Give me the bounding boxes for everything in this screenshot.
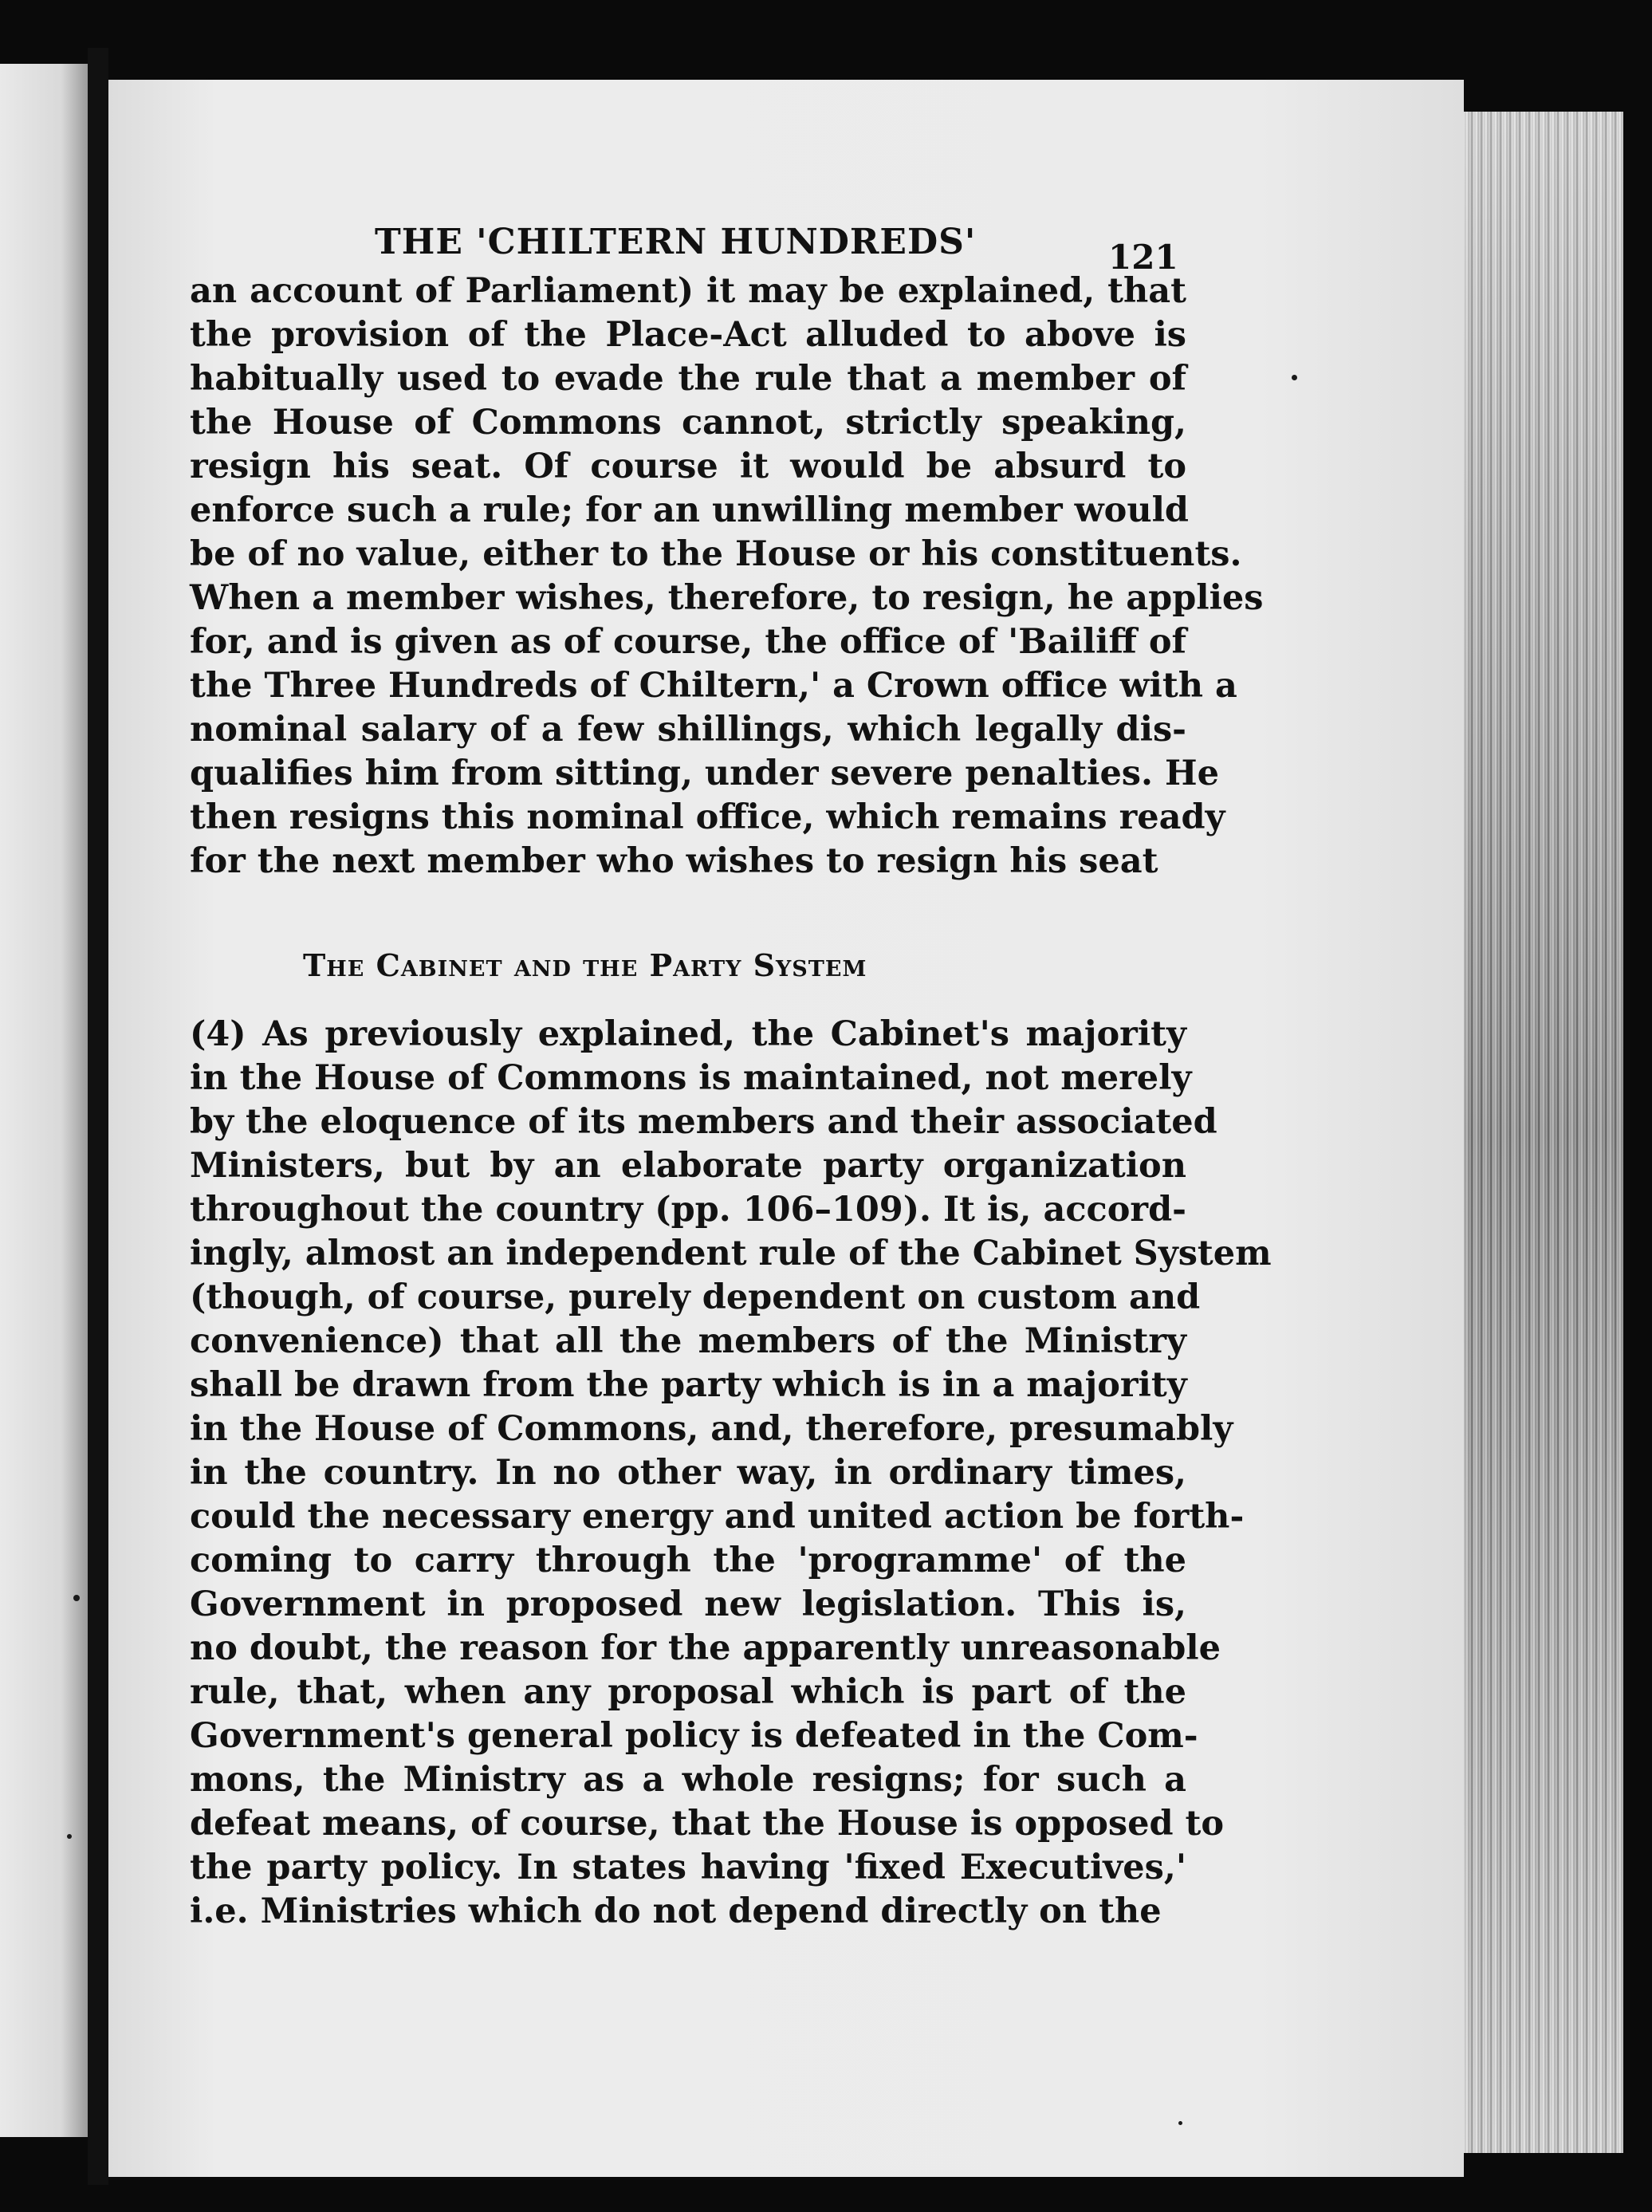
text-line: qualifies him from sitting, under severe penalties. He	[190, 754, 1219, 793]
text-line: When a member wishes, therefore, to resign, he applies	[190, 578, 1264, 618]
text-line: ingly, almost an independent rule of the Cabinet System	[190, 1234, 1272, 1273]
text-line: the party policy. In states having 'fixed Executives,'	[190, 1848, 1186, 1887]
text-line: the House of Commons cannot, strictly speaking,	[190, 403, 1186, 443]
text-line: (though, of course, purely dependent on custom and	[190, 1277, 1201, 1317]
scan-speck	[73, 1595, 80, 1601]
scan-speck	[67, 1834, 72, 1839]
scan-speck	[1178, 2121, 1182, 2125]
text-line: the provision of the Place-Act alluded to above is	[190, 315, 1186, 355]
text-line: in the House of Commons is maintained, not merely	[190, 1058, 1192, 1098]
text-line: Government in proposed new legislation. This is,	[190, 1584, 1186, 1624]
text-line: no doubt, the reason for the apparently unreasonable	[190, 1628, 1221, 1668]
text-line: then resigns this nominal office, which remains ready	[190, 797, 1225, 837]
text-line: convenience) that all the members of the Ministry	[190, 1321, 1186, 1361]
text-line: defeat means, of course, that the House is opposed to	[190, 1804, 1225, 1844]
paragraph-chiltern-hundreds	[190, 270, 1264, 884]
text-line: Government's general policy is defeated in the Com-	[190, 1716, 1198, 1756]
text-line: enforce such a rule; for an unwilling member would	[190, 490, 1189, 530]
text-line: in the House of Commons, and, therefore, presumably	[190, 1409, 1233, 1449]
text-line: throughout the country (pp. 106–109). It is, accord-	[190, 1190, 1186, 1230]
running-head: THE 'CHILTERN HUNDREDS'	[375, 222, 977, 262]
text-line: i.e. Ministries which do not depend directly on the	[190, 1891, 1162, 1931]
page-number: 121	[1108, 238, 1178, 277]
text-line: habitually used to evade the rule that a member of	[190, 359, 1186, 399]
section-heading: The Cabinet and the Party System	[303, 947, 867, 983]
text-line: for, and is given as of course, the office of 'Bailiff of	[190, 622, 1186, 662]
text-line: nominal salary of a few shillings, which legally dis-	[190, 710, 1186, 750]
paragraph-cabinet-party-system	[190, 1013, 1272, 1934]
text-line: the Three Hundreds of Chiltern,' a Crown office with a	[190, 666, 1237, 706]
book-gutter	[88, 48, 108, 2185]
text-line: shall be drawn from the party which is in a majority	[190, 1365, 1187, 1405]
text-line: coming to carry through the 'programme' of the	[190, 1541, 1186, 1580]
text-line: Ministers, but by an elaborate party organization	[190, 1146, 1186, 1186]
text-line: resign his seat. Of course it would be absurd to	[190, 447, 1186, 486]
page-stack-shading	[1464, 112, 1623, 2153]
text-line: an account of Parliament) it may be explained, that	[190, 271, 1186, 311]
text-line: be of no value, either to the House or his constituents.	[190, 534, 1242, 574]
text-line: rule, that, when any proposal which is part of the	[190, 1672, 1186, 1712]
scan-speck	[1292, 375, 1297, 380]
text-line: by the eloquence of its members and their associated	[190, 1102, 1217, 1142]
text-line: in the country. In no other way, in ordinary times,	[190, 1453, 1186, 1493]
text-line: (4) As previously explained, the Cabinet's majority	[190, 1014, 1186, 1054]
text-line: for the next member who wishes to resign his seat	[190, 841, 1158, 881]
facing-page-edge	[0, 64, 88, 2137]
text-line: mons, the Ministry as a whole resigns; for such a	[190, 1760, 1186, 1800]
text-line: could the necessary energy and united action be forth-	[190, 1497, 1245, 1537]
